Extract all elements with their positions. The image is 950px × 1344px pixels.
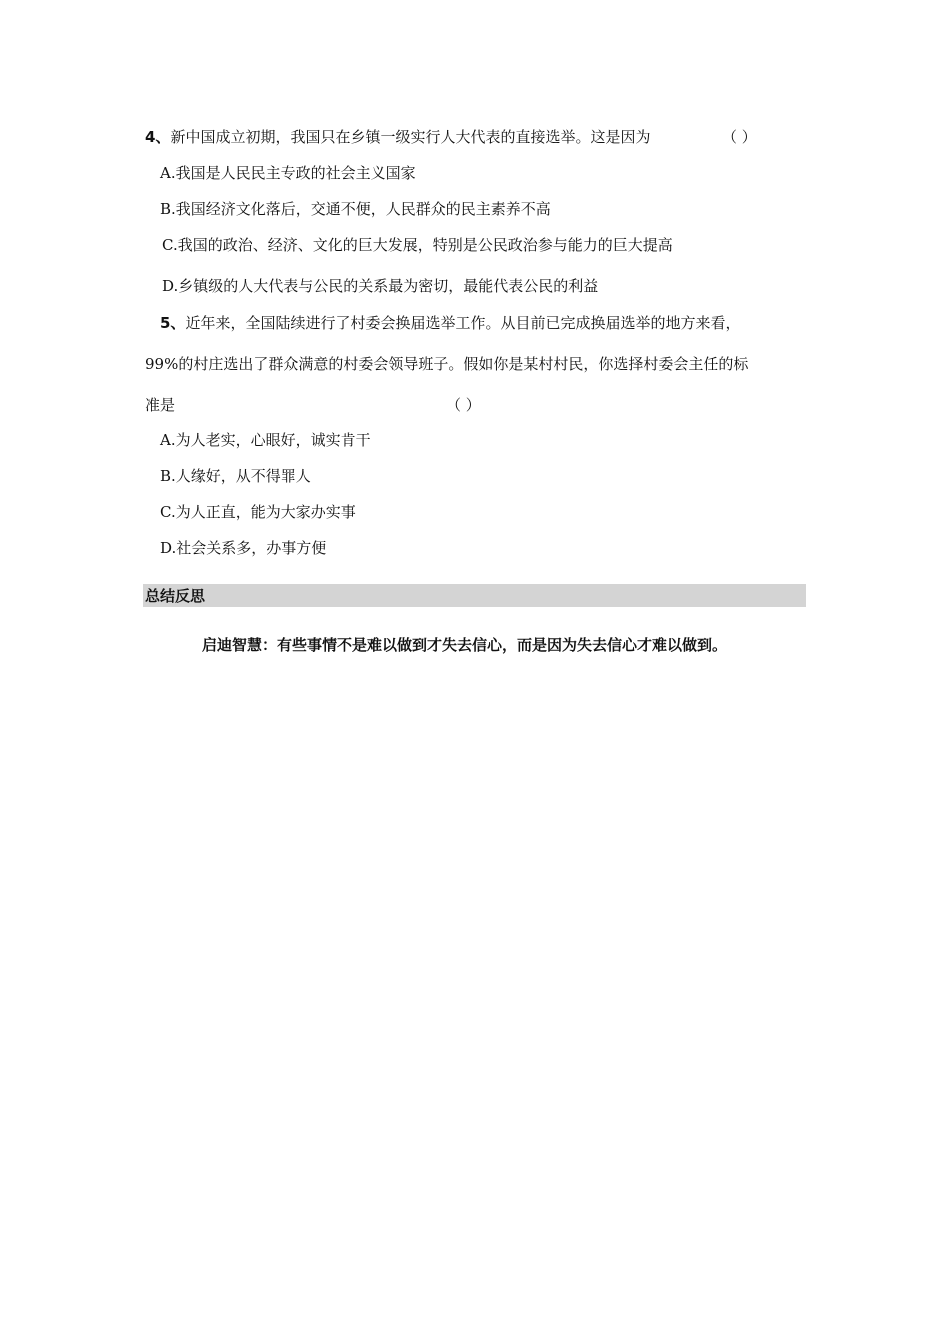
question-4-number: 4、 bbox=[145, 128, 171, 146]
summary-section-bar bbox=[143, 584, 806, 607]
question-5-number: 5、 bbox=[160, 314, 186, 332]
question-4-stem bbox=[145, 127, 650, 147]
question-4-option-d: D.乡镇级的人大代表与公民的关系最为密切，最能代表公民的利益 bbox=[162, 277, 599, 295]
question-5-option-c: C.为人正直，能为大家办实事 bbox=[160, 503, 356, 521]
question-5-stem-line-1 bbox=[160, 313, 740, 333]
question-4-option-c: C.我国的政治、经济、文化的巨大发展，特别是公民政治参与能力的巨大提高 bbox=[162, 236, 673, 254]
wisdom-quote: 启迪智慧：有些事情不是难以做到才失去信心，而是因为失去信心才难以做到。 bbox=[202, 636, 728, 654]
question-5-text-1: 近年来，全国陆续进行了村委会换届选举工作。从目前已完成换届选举的地方来看， bbox=[185, 314, 741, 332]
question-4-option-a: A.我国是人民民主专政的社会主义国家 bbox=[160, 164, 416, 182]
question-5-option-b: B.人缘好，从不得罪人 bbox=[160, 467, 311, 485]
question-5-stem-line-3: 准是 bbox=[145, 396, 176, 414]
question-5-option-d: D.社会关系多，办事方便 bbox=[160, 539, 327, 557]
question-5-option-a: A.为人老实，心眼好，诚实肯干 bbox=[160, 431, 371, 449]
question-4-option-b: B.我国经济文化落后，交通不便，人民群众的民主素养不高 bbox=[160, 200, 551, 218]
question-4-bracket: （ ） bbox=[722, 128, 757, 146]
question-4-text: 新中国成立初期，我国只在乡镇一级实行人大代表的直接选举。这是因为 bbox=[170, 128, 651, 146]
question-5-stem-line-2: 99%的村庄选出了群众满意的村委会领导班子。假如你是某村村民，你选择村委会主任的标 bbox=[145, 355, 749, 373]
summary-section-title: 总结反思 bbox=[145, 587, 206, 605]
question-5-bracket: （ ） bbox=[446, 396, 481, 414]
